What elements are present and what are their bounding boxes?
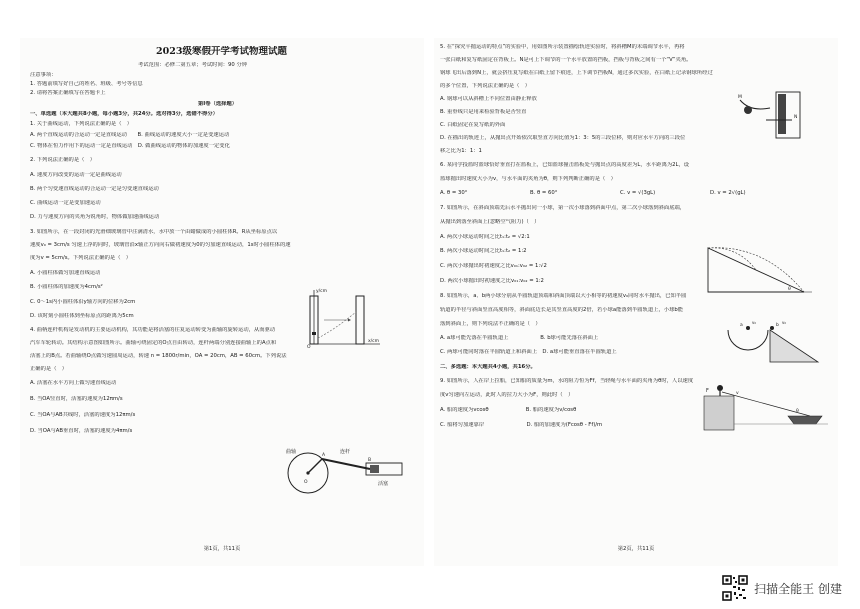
q8-semicircle-figure [722, 320, 822, 366]
watermark-text: 扫描全能王 创建 [754, 581, 842, 596]
question-text: C. 曲线运动一定是变加速运动 [30, 200, 101, 206]
question-text: 正确的是（ ） [30, 366, 68, 372]
question-text: 钢球飞出后落到N上，就会挤压复写纸在白纸上留下痕迹，上下调节挡板N，通过多次实验，在白纸上记录钢球所经过 [440, 70, 713, 76]
q6-option-a: A. θ = 30° [440, 190, 468, 196]
a-ball-label: a [740, 323, 743, 328]
note-line: 1. 答题前填写好自己的姓名、班级、考号等信息 [30, 81, 143, 87]
crank-label: 曲轴 [286, 449, 297, 455]
question-text: 的多个位置，下列说法正确的是（ ） [440, 83, 531, 89]
question-text: 一张白纸和复写纸固定在背板上。N是可上下调节的一个水平放置的挡板，挡板与背板之间有一个“V”夹角。 [440, 57, 692, 63]
question-text: B. 小圆柱体的加速度为4cm/s² [30, 284, 103, 290]
question-text: A. 速度方向改变的运动一定是曲线运动 [30, 172, 122, 178]
b-ball-label: b [776, 323, 779, 328]
theta-label: θ [796, 409, 799, 414]
question-text: B. 两次小球运动时间之比t₁:t₂ = 1:2 [440, 248, 527, 254]
theta-label: θ [788, 287, 791, 292]
question-text: A. 船的速度为vcosθ B. 船的速度为v/cosθ [440, 407, 577, 413]
question-text: A. 钢球可以从斜槽上不同位置由静止释放 [440, 96, 537, 102]
v0b-label: v₀ [782, 320, 786, 325]
o-label: O [304, 480, 308, 485]
question-text: D. 当OA与AB垂直时，活塞的速度为4πm/s [30, 428, 133, 434]
question-text: 6. 某同学投篮时篮球恰好垂直打在篮板上，已知篮球撞击篮板处与抛出点的高度差为L，水平距离为2L，设 [440, 162, 690, 168]
question-text: C. 当OA与AB共线时，活塞的速度为12πm/s [30, 412, 136, 418]
question-text: B. 当OA竖直时，活塞的速度为12πm/s [30, 396, 123, 402]
section-title: 第Ⅰ卷（选择题） [198, 101, 238, 107]
question-text: A. 活塞在水平方向上做匀速直线运动 [30, 380, 117, 386]
question-text: C. 0～1s内小圆柱体沿y轴方向的位移为2cm [30, 299, 136, 305]
notes-heading: 注意事项： [30, 72, 57, 78]
question-text: C. 两球可能同时落在半圆轨道上和斜面上 D. a球可能垂直落在半圆轨道上 [440, 349, 617, 355]
question-text: 3. 如图所示，在一段封闭的光滑细玻璃管中注满清水，水中放一个由蜡做成的小圆柱体R。R从坐标原点以 [30, 229, 278, 235]
question-text: D. 在描出的轨迹上，从抛出点开始依次取竖直方向比值为1：3：5的三段位移，则对应水平方向的三段位 [440, 135, 686, 141]
question-text: 落到斜面上，则下列说法不正确的是（ ） [440, 321, 541, 327]
q6-option-b: B. θ = 60° [530, 190, 558, 196]
note-line: 2. 请将答案正确填写在答题卡上 [30, 90, 106, 96]
q6-option-c: C. v = √(3gL) [620, 190, 656, 196]
q4-crank-figure [278, 433, 408, 499]
x-axis-label: x/cm [368, 339, 380, 344]
question-text: B. 两个匀变速直线运动的合运动一定是匀变速直线运动 [30, 186, 159, 192]
f-label: F [706, 388, 709, 394]
n-label: N [794, 115, 798, 120]
question-text: A. 两个直线运动的合运动一定是直线运动 B. 曲线运动的速度大小一定是变速运动 [30, 132, 230, 138]
question-text: D. 两次小球抛出时初速度之比v₀₁:v₀₂ = 1:2 [440, 278, 544, 284]
question-text: 2. 下列说法正确的是（ ） [30, 157, 96, 163]
part-heading: 一、单选题（本大题共8小题，每小题3分，共24分。选对得3分，选错不得分） [30, 111, 218, 117]
q9-boat-figure [702, 382, 828, 432]
question-text: 汽车车轮转动。其结构示意图如图所示。曲轴可绕固定的O点自由转动，连杆两端分别连接曲轴上的A点和 [30, 340, 277, 346]
question-text: 8. 如图所示，a、b两小球分别从半圆轨道顶端和斜面顶端以大小相等的初速度v₀同时水平抛出，已知半圆 [440, 293, 687, 299]
part-heading: 二、多选题：本大题共4小题，共16分。 [440, 364, 536, 370]
question-text: 速度v₀ = 3cm/s 匀速上浮的同时，玻璃管沿x轴正方向向右做初速度为0的匀加速直线运动，1s时小圆柱体的速 [30, 242, 291, 248]
question-text: C. 白纸固定在复写纸的外面 [440, 122, 506, 128]
question-text: 7. 如图所示，在斜面顶端先后水平抛出同一小球，第一次小球落到斜面中点，第二次小球落到斜面底端， [440, 205, 686, 211]
question-text: A. 小圆柱体做匀加速直线运动 [30, 270, 101, 276]
origin-label: O [307, 345, 311, 348]
exam-info: 考试范围：必修二第五章；考试时间：90 分钟 [138, 62, 248, 68]
question-text: C. 物体在恒力作用下的运动一定是直线运动 D. 做曲线运动的物体的加速度一定变化 [30, 143, 230, 149]
q3-tube-figure [304, 286, 384, 348]
question-text: 度v匀速向左运动，此时人的拉力大小为F，则此时（ ） [440, 392, 574, 398]
v-label: v [736, 391, 739, 396]
question-text: 轨道的半径与斜面竖直高度相等，斜面底边长是其竖直高度的2倍，若小球a能落到半圆轨道上，小球b能 [440, 307, 684, 313]
rod-label: 连杆 [340, 449, 351, 455]
question-text: D. 该时刻小圆柱体到坐标原点的距离为5cm [30, 313, 134, 319]
page-2 [434, 38, 838, 566]
question-text: 1. 关于曲线运动，下列说法正确的是（ ） [30, 121, 133, 127]
question-text: C. 船将匀加速靠岸 D. 船的加速度为(Fcosθ - Ff)/m [440, 422, 603, 428]
question-text: 移之比为1：1：1 [440, 148, 482, 154]
q5-apparatus-figure [736, 90, 806, 142]
question-text: 从抛出到落至斜面上(忽略空气阻力)（ ） [440, 219, 540, 225]
m-label: M [738, 95, 742, 100]
y-axis-label: y/cm [316, 289, 328, 294]
page-1 [20, 38, 424, 566]
question-text: 度为v = 5cm/s。下列说法正确的是（ ） [30, 255, 132, 261]
q7-incline-figure [704, 244, 814, 300]
question-text: A. 两次小球运动时间之比t₁:t₂ = √2:1 [440, 234, 530, 240]
question-text: B. 重垂线只是用来检验背板是否竖直 [440, 109, 527, 115]
question-text: 9. 如图所示，人在岸上拉船，已知船的质量为m，水的阻力恒为Ff，当轻绳与水平面的夹角为θ时，人以速度 [440, 378, 694, 384]
question-text: 5. 在“探究平抛运动的特点”的实验中，用如图所示装置描绘轨迹实验时，将斜槽M的末端调节水平，再将 [440, 44, 685, 50]
question-text: 4. 曲柄连杆机构是发动机的主要运动机构，其功能是将活塞的往复运动转变为曲轴的旋转运动，从而驱动 [30, 327, 276, 333]
q6-option-d: D. v = 2√(gL) [710, 190, 746, 196]
exam-title: 2023级寒假开学考试物理试题 [156, 46, 287, 57]
qr-code-icon [722, 575, 748, 601]
a-label: A [322, 453, 326, 458]
page-footer: 第2页，共11页 [617, 546, 655, 552]
question-text: A. a球可能先落在半圆轨道上 B. b球可能先落在斜面上 [440, 335, 599, 341]
scanner-watermark [722, 573, 842, 603]
question-text: C. 两次小球抛出时初速度之比v₀₁:v₀₂ = 1:√2 [440, 263, 547, 269]
page-footer: 第1页，共11页 [203, 546, 241, 552]
piston-label: 活塞 [378, 481, 389, 487]
question-text: D. 力与速度方向的夹角为锐角时，物体做加速曲线运动 [30, 214, 160, 220]
b-label: B [368, 458, 372, 463]
question-text: 篮球抛出时速度大小为v，与水平面的夹角为θ，则下列判断正确的是（ ） [440, 176, 616, 182]
question-text: 活塞上的B点。若曲轴绕O点做匀速圆周运动，转速 n = 1800r/min，OA = 20cm，AB = 60cm。下列说法 [30, 353, 287, 359]
v0a-label: v₀ [752, 320, 756, 325]
